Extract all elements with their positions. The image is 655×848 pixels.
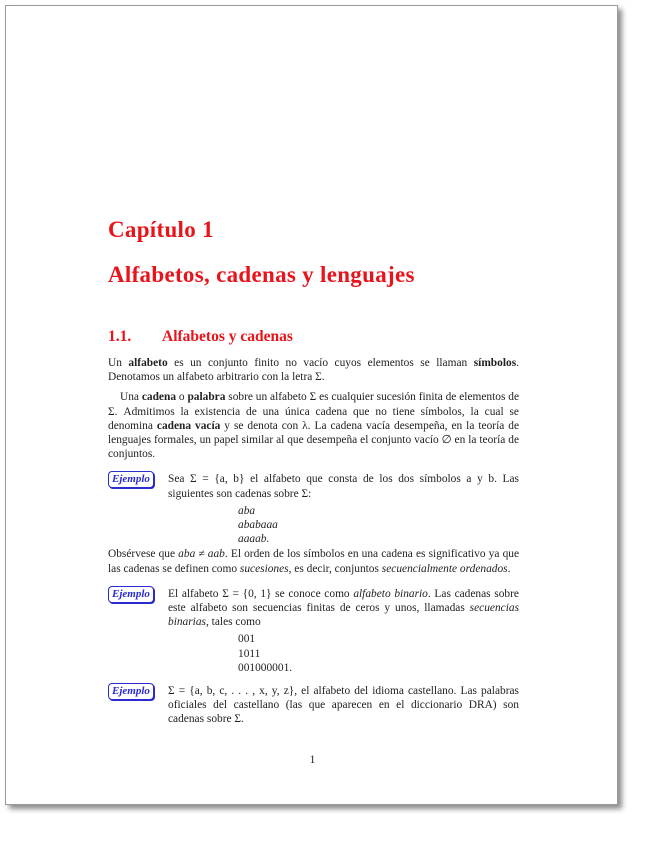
list-item: 1011 <box>238 647 261 660</box>
text-run: , es decir, conjuntos <box>288 562 382 575</box>
text-run: Obsérvese que <box>108 548 179 561</box>
text-run: . <box>507 562 511 575</box>
section-title: Alfabetos y cadenas <box>162 328 293 345</box>
section-number: 1.1. <box>108 328 132 345</box>
text-run: Una <box>120 391 142 404</box>
text-run: , tales como <box>205 616 261 629</box>
paragraph-alfabeto <box>108 356 519 384</box>
text-run: Un <box>108 357 129 369</box>
bold-term: símbolos <box>473 357 517 369</box>
paragraph-cadena <box>108 390 519 461</box>
text-run: . Las cadenas sobre este alfabeto son secuencias finitas de ceros y unos, llamadas <box>168 587 519 615</box>
bold-term: cadena <box>141 391 177 404</box>
document-page <box>5 5 618 805</box>
page-number: 1 <box>309 754 316 766</box>
italic-term: secuencias binarias <box>168 602 519 629</box>
example-block-2 <box>108 587 519 675</box>
list-item: aaaab. <box>238 533 270 546</box>
text-run: . El orden de los símbolos en una cadena es significativo ya que las cadenas se definen como <box>108 548 520 575</box>
italic-term: sucesiones <box>239 562 289 575</box>
text-run: es un conjunto finito no vacío cuyos elementos se llaman <box>167 357 474 369</box>
italic-term: secuencialmente ordenados <box>381 562 508 575</box>
list-item: aba <box>238 504 256 517</box>
example-badge: Ejemplo <box>108 683 154 700</box>
text-run: y se denota con λ. La cadena vacía desempeña, en la teoría de lenguajes formales, un papel similar al que desempeña el conjunto vacío ∅ en la teoría de conjuntos. <box>108 419 520 461</box>
list-item: 001000001. <box>238 661 293 674</box>
example-text: Σ = {a, b, c, . . . , x, y, z}, el alfabeto del idioma castellano. Las palabras oficiales del castellano (las que aparecen en el diccionario DRA) son cadenas sobre Σ. <box>168 685 519 726</box>
chapter-title: Alfabetos, cadenas y lenguajes <box>108 262 415 287</box>
italic-term: aba ≠ aab <box>178 548 225 561</box>
list-item: ababaaa <box>238 519 278 532</box>
page-content <box>108 216 519 727</box>
example-badge: Ejemplo <box>108 586 154 603</box>
chapter-label: Capítulo 1 <box>108 217 214 242</box>
example-badge: Ejemplo <box>108 471 154 488</box>
text-run: El alfabeto Σ = {0, 1} se conoce como <box>168 587 354 600</box>
example-string-list <box>238 632 519 675</box>
text-run: o <box>176 391 188 404</box>
bold-term: cadena vacía <box>156 419 221 432</box>
text-run: sobre un alfabeto Σ es cualquier sucesión finita de elementos de Σ. Admitimos la existencia de una única cadena que no tiene símbolos, la cual se denomina <box>108 391 520 432</box>
section-heading <box>108 327 519 347</box>
example-block-3 <box>108 684 519 727</box>
example-text: Sea Σ = {a, b} el alfabeto que consta de los dos símbolos a y b. Las siguientes son cadenas sobre Σ: <box>168 473 519 500</box>
example-text <box>168 587 519 630</box>
example-block-1 <box>108 472 519 546</box>
paragraph-orden <box>108 547 519 575</box>
bold-term: alfabeto <box>128 357 168 369</box>
italic-term: alfabeto binario <box>353 587 428 600</box>
bold-term: palabra <box>187 391 226 404</box>
list-item: 001 <box>238 633 256 646</box>
text-run: . Denotamos un alfabeto arbitrario con la letra Σ. <box>108 357 519 384</box>
example-string-list <box>238 504 519 547</box>
